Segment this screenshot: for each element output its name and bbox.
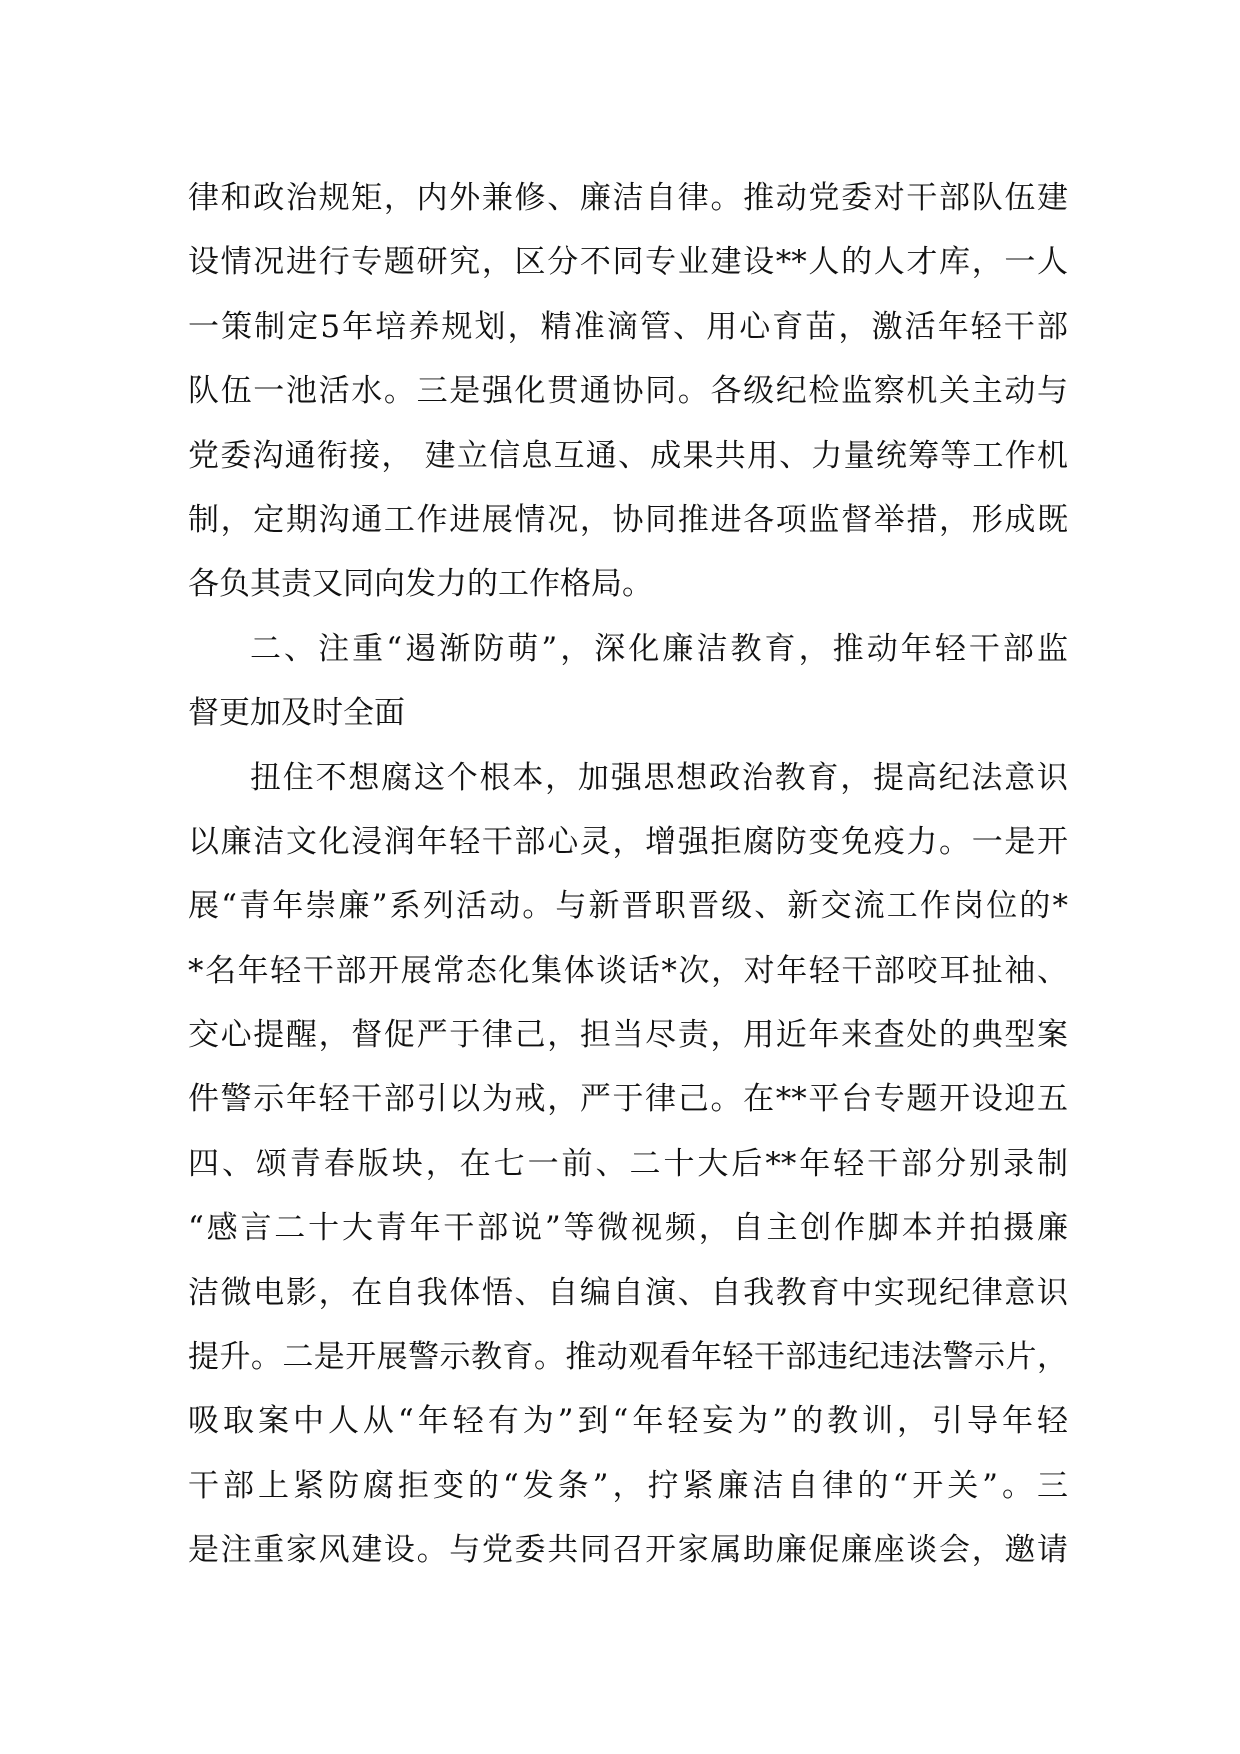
text-line-12: 展“青年崇廉”系列活动。与新晋职晋级、新交流工作岗位的* [188, 888, 1068, 925]
text-line-10: 扭住不想腐这个根本，加强思想政治教育，提高纪法意识 [250, 759, 1068, 796]
section-heading-line-1: 二、注重“遏渐防萌”，深化廉洁教育，推动年轻干部监 [250, 630, 1068, 667]
text-line-5: 党委沟通衔接， 建立信息互通、成果共用、力量统筹等工作机 [188, 437, 1068, 474]
text-line-21: 干部上紧防腐拒变的“发条”，拧紧廉洁自律的“开关”。三 [188, 1467, 1068, 1504]
text-line-6: 制，定期沟通工作进展情况，协同推进各项监督举措，形成既 [188, 501, 1068, 538]
document-body [188, 166, 1068, 1583]
text-line-19: 提升。二是开展警示教育。推动观看年轻干部违纪违法警示片， [188, 1339, 1068, 1376]
text-line-13: *名年轻干部开展常态化集体谈话*次，对年轻干部咬耳扯袖、 [188, 952, 1068, 989]
text-line-14: 交心提醒，督促严于律己，担当尽责，用近年来查处的典型案 [188, 1017, 1068, 1054]
text-line-18: 洁微电影，在自我体悟、自编自演、自我教育中实现纪律意识 [188, 1274, 1068, 1311]
text-line-11: 以廉洁文化浸润年轻干部心灵，增强拒腐防变免疫力。一是开 [188, 823, 1068, 860]
text-line-3: 一策制定5年培养规划，精准滴管、用心育苗，激活年轻干部 [188, 308, 1068, 345]
text-line-22: 是注重家风建设。与党委共同召开家属助廉促廉座谈会，邀请 [188, 1532, 1068, 1569]
text-line-1: 律和政治规矩，内外兼修、廉洁自律。推动党委对干部队伍建 [188, 180, 1068, 216]
text-line-2: 设情况进行专题研究，区分不同专业建设**人的人才库，一人 [188, 244, 1068, 281]
text-line-4: 队伍一池活水。三是强化贯通协同。各级纪检监察机关主动与 [188, 373, 1068, 410]
text-line-17: “感言二十大青年干部说”等微视频，自主创作脚本并拍摄廉 [188, 1210, 1068, 1247]
text-line-20: 吸取案中人从“年轻有为”到“年轻妄为”的教训，引导年轻 [188, 1403, 1068, 1440]
text-line-7: 各负其责又同向发力的工作格局。 [188, 566, 653, 603]
section-heading-line-2: 督更加及时全面 [188, 695, 405, 732]
text-line-16: 四、颂青春版块，在七一前、二十大后**年轻干部分别录制 [188, 1145, 1068, 1182]
text-line-15: 件警示年轻干部引以为戒，严于律己。在**平台专题开设迎五 [188, 1081, 1068, 1118]
